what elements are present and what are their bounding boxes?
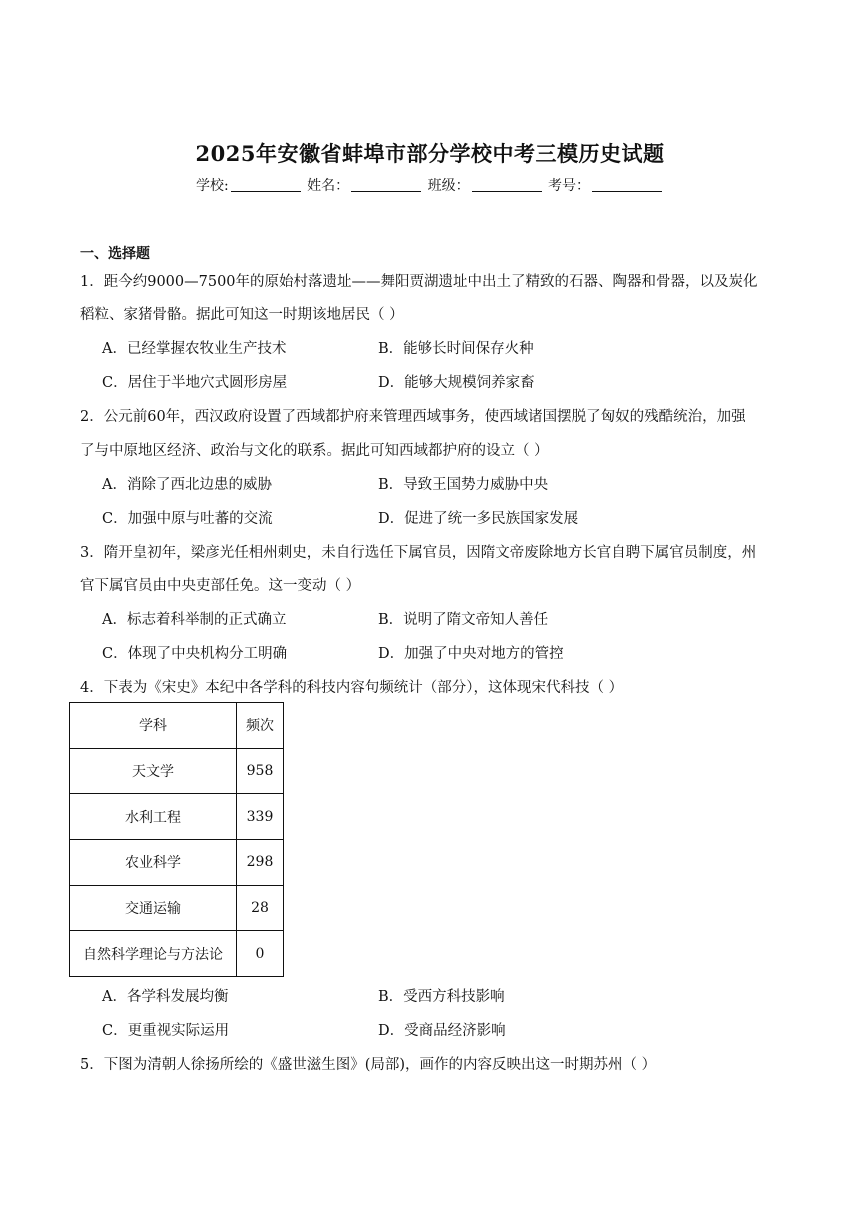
question-1-line-1: 1．距今约9000—7500年的原始村落遗址——舞阳贾湖遗址中出土了精致的石器、陶器和骨器，以及炭化 bbox=[80, 274, 758, 290]
table-cell-frequency: 28 bbox=[237, 885, 284, 931]
table-cell-subject: 天文学 bbox=[70, 748, 237, 794]
exam-number-label: 考号： bbox=[548, 178, 591, 194]
exam-number-blank[interactable] bbox=[592, 177, 662, 192]
school-label: 学校: bbox=[195, 178, 229, 194]
question-5-line-1: 5．下图为清朝人徐扬所绘的《盛世滋生图》(局部)，画作的内容反映出这一时期苏州（ ） bbox=[80, 1057, 657, 1073]
table-row bbox=[70, 794, 284, 840]
table-cell-frequency: 0 bbox=[237, 931, 284, 977]
question-4-option-c[interactable]: C．更重视实际运用 bbox=[102, 1023, 230, 1039]
table-cell-subject: 农业科学 bbox=[70, 840, 237, 886]
table-cell-subject: 自然科学理论与方法论 bbox=[70, 931, 237, 977]
table-cell-frequency: 958 bbox=[237, 748, 284, 794]
question-3-option-b[interactable]: B．说明了隋文帝知人善任 bbox=[378, 612, 549, 628]
question-4-line-1: 4．下表为《宋史》本纪中各学科的科技内容句频统计（部分），这体现宋代科技（ ） bbox=[80, 680, 624, 696]
table-cell-subject: 水利工程 bbox=[70, 794, 237, 840]
table-cell-frequency: 339 bbox=[237, 794, 284, 840]
question-2-option-b[interactable]: B．导致王国势力威胁中央 bbox=[378, 477, 549, 493]
question-2-option-c[interactable]: C．加强中原与吐蕃的交流 bbox=[102, 511, 273, 527]
question-2-option-d[interactable]: D．促进了统一多民族国家发展 bbox=[378, 511, 579, 527]
question-1-option-a[interactable]: A．已经掌握农牧业生产技术 bbox=[102, 341, 287, 357]
question-4-option-a[interactable]: A．各学科发展均衡 bbox=[102, 989, 229, 1005]
question-2-line-1: 2．公元前60年，西汉政府设置了西域都护府来管理西域事务，使西域诸国摆脱了匈奴的残酷统治，加强 bbox=[80, 409, 746, 425]
table-row bbox=[70, 840, 284, 886]
table-row bbox=[70, 885, 284, 931]
question-4-option-b[interactable]: B．受西方科技影响 bbox=[378, 989, 505, 1005]
question-4-option-d[interactable]: D．受商品经济影响 bbox=[378, 1023, 506, 1039]
school-blank[interactable] bbox=[231, 177, 301, 192]
table-cell-frequency: 298 bbox=[237, 840, 284, 886]
frequency-table bbox=[69, 702, 284, 977]
table-header-frequency: 频次 bbox=[237, 703, 284, 749]
question-3-option-a[interactable]: A．标志着科举制的正式确立 bbox=[102, 612, 287, 628]
section-title: 一、选择题 bbox=[80, 246, 150, 262]
question-3-line-1: 3．隋开皇初年，梁彦光任相州刺史，未自行选任下属官员，因隋文帝废除地方长官自聘下属官员制度，州 bbox=[80, 545, 757, 561]
student-info-line bbox=[0, 175, 860, 195]
name-label: 姓名： bbox=[307, 178, 350, 194]
class-blank[interactable] bbox=[472, 177, 542, 192]
question-3-option-d[interactable]: D．加强了中央对地方的管控 bbox=[378, 646, 564, 662]
table-header-subject: 学科 bbox=[70, 703, 237, 749]
question-2-option-a[interactable]: A．消除了西北边患的威胁 bbox=[102, 477, 272, 493]
question-1-option-b[interactable]: B．能够长时间保存火种 bbox=[378, 341, 534, 357]
question-1-option-c[interactable]: C．居住于半地穴式圆形房屋 bbox=[102, 375, 288, 391]
table-cell-subject: 交通运输 bbox=[70, 885, 237, 931]
page-title: 2025年安徽省蚌埠市部分学校中考三模历史试题 bbox=[195, 141, 665, 166]
question-2-line-2: 了与中原地区经济、政治与文化的联系。据此可知西域都护府的设立（ ） bbox=[80, 443, 549, 459]
table-row bbox=[70, 748, 284, 794]
name-blank[interactable] bbox=[351, 177, 421, 192]
question-3-option-c[interactable]: C．体现了中央机构分工明确 bbox=[102, 646, 288, 662]
question-1-line-2: 稻粒、家猪骨骼。据此可知这一时期该地居民（ ） bbox=[80, 307, 404, 323]
table-row bbox=[70, 931, 284, 977]
table-header-row bbox=[70, 703, 284, 749]
class-label: 班级： bbox=[427, 178, 470, 194]
question-3-line-2: 官下属官员由中央吏部任免。这一变动（ ） bbox=[80, 578, 361, 594]
question-1-option-d[interactable]: D．能够大规模饲养家畜 bbox=[378, 375, 535, 391]
